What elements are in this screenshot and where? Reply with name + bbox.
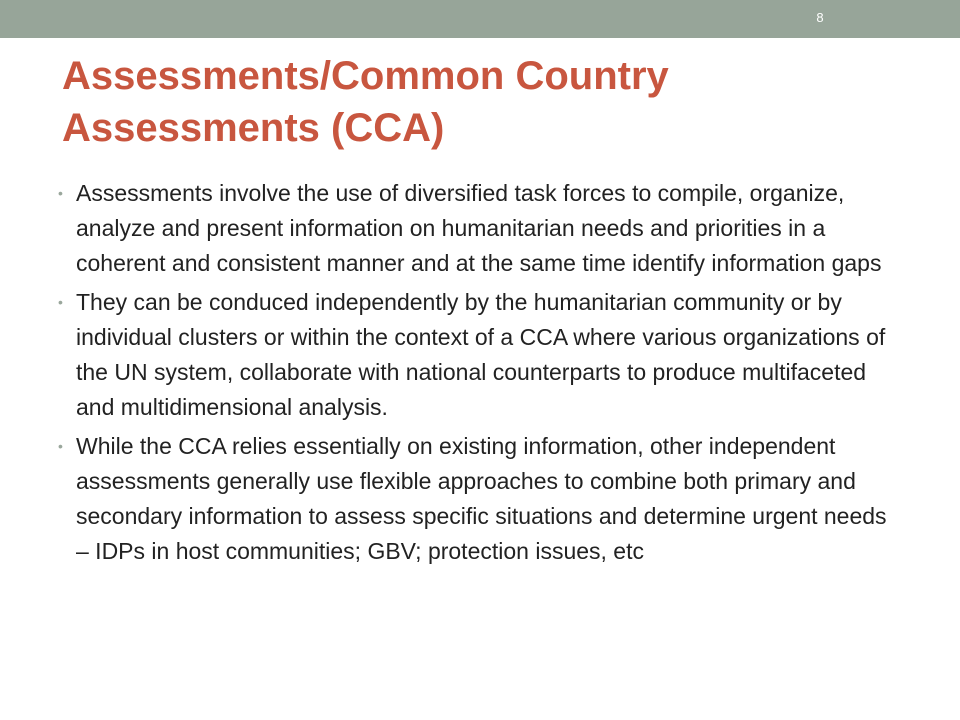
bullet-dot-icon: • bbox=[58, 185, 63, 201]
bullet-dot-icon: • bbox=[58, 438, 63, 454]
bullet-list bbox=[58, 176, 898, 573]
bullet-item-1 bbox=[58, 176, 898, 281]
bullet-dot-icon: • bbox=[58, 294, 63, 310]
bullet-item-3 bbox=[58, 429, 898, 569]
bullet-item-2 bbox=[58, 285, 898, 425]
slide-title-line-2: Assessments (CCA) bbox=[62, 106, 445, 150]
bullet-text: They can be conduced independently by the humanitarian community or by individual clusters or within the context of a CCA where various organizations of the UN system, collaborate with national counterparts to produce multifaceted and multidimensional analysis. bbox=[76, 289, 886, 420]
slide-title bbox=[62, 50, 922, 154]
header-bar bbox=[0, 0, 960, 38]
bullet-text: While the CCA relies essentially on existing information, other independent assessments generally use flexible approaches to combine both primary and secondary information to assess specific situations and determine urgent needs – IDPs in host communities; GBV; protection issues, etc bbox=[76, 433, 887, 564]
slide-title-line-1: Assessments/Common Country bbox=[62, 54, 669, 98]
page-number: 8 bbox=[816, 10, 824, 25]
bullet-text: Assessments involve the use of diversified task forces to compile, organize, analyze and present information on humanitarian needs and priorities in a coherent and consistent manner and at the same time identify information gaps bbox=[76, 180, 882, 276]
